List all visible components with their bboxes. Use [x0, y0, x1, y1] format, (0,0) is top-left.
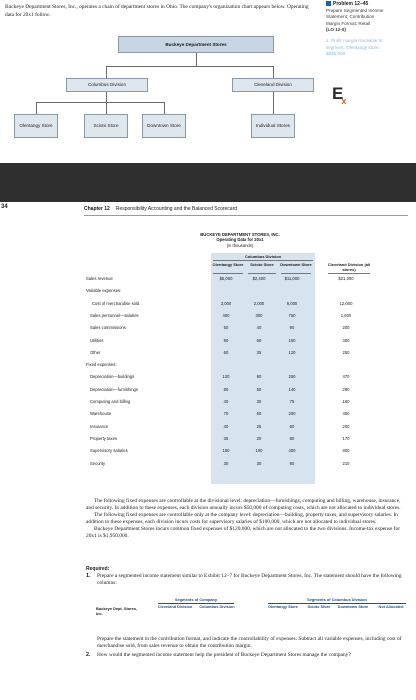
row-value: 150	[222, 448, 230, 454]
row-value: 450	[342, 411, 350, 417]
answer-line: segment, Olentangy store:	[326, 44, 380, 50]
row-value: 3,000	[220, 300, 232, 306]
row-value: 470	[342, 374, 350, 380]
row-value: 80	[289, 460, 295, 466]
row-value	[247, 362, 271, 368]
requirements-cont	[86, 636, 408, 659]
statement-table	[86, 276, 386, 486]
answer-line: $845,000	[326, 51, 346, 57]
learning-objectives: (LO 12-5)	[326, 27, 346, 33]
row-value	[247, 288, 271, 294]
org-division-columbus: Columbus Division	[66, 78, 148, 92]
row-label: Utilities	[90, 337, 104, 343]
row-value: 80	[223, 386, 229, 392]
row-value	[279, 288, 305, 294]
row-label: Depreciation—buildings	[90, 374, 135, 380]
row-value: 40	[223, 399, 229, 404]
row-label: Property taxes	[90, 435, 117, 441]
template-col: Columbus Division	[199, 604, 235, 609]
page-break	[0, 163, 416, 202]
row-value	[279, 362, 305, 368]
excel-icon: $E_x$	[332, 84, 347, 106]
requirement-1: 1. Prepare a segmented income statement similar to Exhibit 12–7 for Buckeye Department Stores, Inc. The statement should have the following columns:	[86, 572, 402, 586]
header-rule	[84, 215, 408, 216]
row-value	[326, 362, 366, 368]
row-label: Other	[90, 349, 101, 355]
columbus-header: Columbus Division	[244, 254, 282, 259]
col-olentangy: Olentangy Store	[212, 262, 244, 267]
template-group-columbus: Segments of Columbus Division	[307, 597, 367, 602]
row-value: 200	[342, 423, 350, 429]
problem-intro: Buckeye Department Stores, Inc., operates a chain of department stores in Ohio. The company's organization chart appears below. Operating data for 20x1 follow.	[5, 4, 309, 18]
required-title: Required:	[86, 566, 110, 572]
problem-sidebar	[326, 1, 414, 58]
template-first-col: Buckeye Dept. Stores, Inc.	[96, 606, 138, 616]
row-value: 200	[342, 325, 350, 331]
row-value: 400	[288, 448, 296, 454]
row-value: 300	[342, 337, 350, 343]
row-value: 30	[223, 460, 229, 466]
org-cleveland-stores: Individual Stores	[251, 114, 295, 138]
row-label: Depreciation—furnishings	[90, 386, 138, 392]
paragraph: The following fixed expenses are controllable at the divisional level: depreciation—furnishings, computing and billing, warehouse, insurance, and security. In addition to these expenses, each division annually incurs $50,000 of computing costs, which are not allocated to individual stores.	[86, 498, 401, 511]
row-label: Security	[90, 460, 106, 466]
row-value: 70	[223, 411, 229, 417]
row-value: 30	[256, 399, 262, 404]
template-col: Scioto Store	[307, 604, 331, 609]
template-col: Downtown Store	[337, 604, 369, 609]
row-value: 50	[256, 386, 262, 392]
row-label: Sales revenue	[86, 276, 113, 281]
statement-header	[150, 232, 330, 248]
problem-tag-icon	[326, 1, 331, 6]
row-value: 170	[342, 435, 350, 441]
row-value: 120	[222, 374, 230, 380]
row-value: 400	[222, 312, 230, 318]
row-label: Variable expenses:	[86, 288, 122, 294]
sidebar-line: Margin Format; Retail	[326, 20, 371, 26]
row-value: 900	[342, 448, 350, 454]
row-value: $2,400	[252, 276, 266, 281]
statement-company: BUCKEYE DEPARTMENT STORES, INC.	[200, 232, 280, 237]
row-value: 60	[289, 423, 295, 429]
requirements	[86, 566, 408, 587]
col-downtown: Downtown Store	[280, 262, 312, 267]
statement-subtitle: Operating Data for 20x1	[216, 237, 264, 243]
template-col: Cleveland Division	[157, 604, 193, 609]
org-division-cleveland: Cleveland Division	[232, 78, 314, 92]
org-store-olentangy: Olentangy Store	[14, 114, 58, 138]
row-value: 160	[342, 399, 350, 404]
row-value: 300	[255, 312, 263, 318]
col-cleveland: Cleveland Division (all stores)	[327, 262, 371, 272]
problem-number: Problem 12–45	[326, 1, 414, 8]
row-value: 290	[342, 386, 350, 392]
statement-units: (in thousands)	[226, 242, 254, 248]
row-label: Insurance	[90, 423, 109, 429]
row-label: Fixed expenses:	[86, 362, 117, 368]
row-value: 75	[289, 399, 295, 404]
row-value: 50	[223, 325, 229, 331]
requirement-2: 2. How would the segmented income statement help the president of Buckeye Department Stores manage the company?	[86, 651, 351, 658]
row-value: 250	[288, 374, 296, 380]
row-value: 40	[223, 423, 229, 429]
row-value: 6,000	[286, 300, 298, 306]
row-value: 150	[288, 337, 296, 343]
row-value: 60	[256, 337, 262, 343]
row-value: $5,000	[219, 276, 233, 281]
row-value: 120	[288, 349, 296, 355]
row-value	[326, 288, 366, 294]
row-value: 35	[223, 435, 229, 441]
row-label: Supervisory salaries	[90, 448, 128, 454]
paragraph: The following fixed expenses are controllable only at the company level: depreciation—building, property taxes, and supervisory salaries. In addition to these expenses, each division incurs costs for supervisory salaries of $100,000, which are not allocated to individual stores.	[86, 511, 398, 525]
answer-line: 1. Profit margin traceable to	[326, 37, 383, 43]
row-value: $21,000	[338, 276, 354, 281]
row-value: 2,000	[253, 300, 265, 306]
template-col: Not Allocated	[378, 604, 404, 609]
row-value: $11,000	[284, 276, 300, 281]
row-value: 750	[288, 312, 296, 318]
sidebar-line: Statement; Contribution	[326, 14, 375, 20]
row-value: 25	[256, 423, 262, 429]
requirement-1-followup: Prepare the statement in the contribution format, and indicate the controllability of expenses. Subtract all variable expenses, including cost of merchandise sold, from sales revenue to obtain the contribution margin.	[97, 636, 402, 649]
paragraph: Buckeye Department Stores incurs common fixed expenses of $120,000, which are not allocated to the two divisions. Income-tax expense for 20x1 is $1,950,000.	[86, 525, 400, 539]
chapter-header: Chapter 12 Responsibility Accounting and the Balanced Scorecard	[84, 206, 238, 212]
row-value	[213, 362, 239, 368]
row-value: 60	[256, 411, 262, 417]
row-value: 30	[256, 460, 262, 466]
org-company-box: Buckeye Department Stores	[118, 36, 274, 53]
sidebar-line: Prepare Segmented Income	[326, 7, 384, 13]
column-template	[96, 598, 408, 630]
row-value: 140	[288, 386, 296, 392]
row-value: 210	[342, 460, 350, 466]
row-label: Warehouse	[90, 411, 112, 417]
row-value: 1,600	[340, 312, 352, 318]
row-value: 40	[256, 325, 262, 331]
org-store-downtown: Downtown Store	[142, 114, 186, 138]
row-value	[213, 288, 239, 294]
col-scioto: Scioto Store	[250, 262, 274, 267]
row-value: 100	[255, 448, 263, 454]
row-value: 35	[256, 349, 262, 355]
row-value: 90	[289, 325, 295, 331]
row-label: Sales personnel—salaries	[90, 312, 139, 318]
row-label: Sales commissions	[90, 325, 126, 331]
page-number: 34	[1, 204, 8, 210]
problem-text	[86, 498, 408, 539]
row-value: 80	[289, 435, 295, 441]
row-value: 60	[223, 349, 229, 355]
row-label: Computing and billing	[90, 399, 131, 404]
template-group-company: Segments of Company	[174, 597, 218, 602]
row-value: 90	[256, 374, 262, 380]
row-value: 250	[342, 349, 350, 355]
row-value: 200	[288, 411, 296, 417]
row-value: 12,000	[339, 300, 353, 306]
row-label: Cost of merchandise sold	[92, 300, 140, 306]
template-col: Olentangy Store	[267, 604, 299, 609]
row-value: 80	[223, 337, 229, 343]
row-value: 20	[256, 435, 262, 441]
org-store-scioto: Scioto Store	[84, 114, 128, 138]
